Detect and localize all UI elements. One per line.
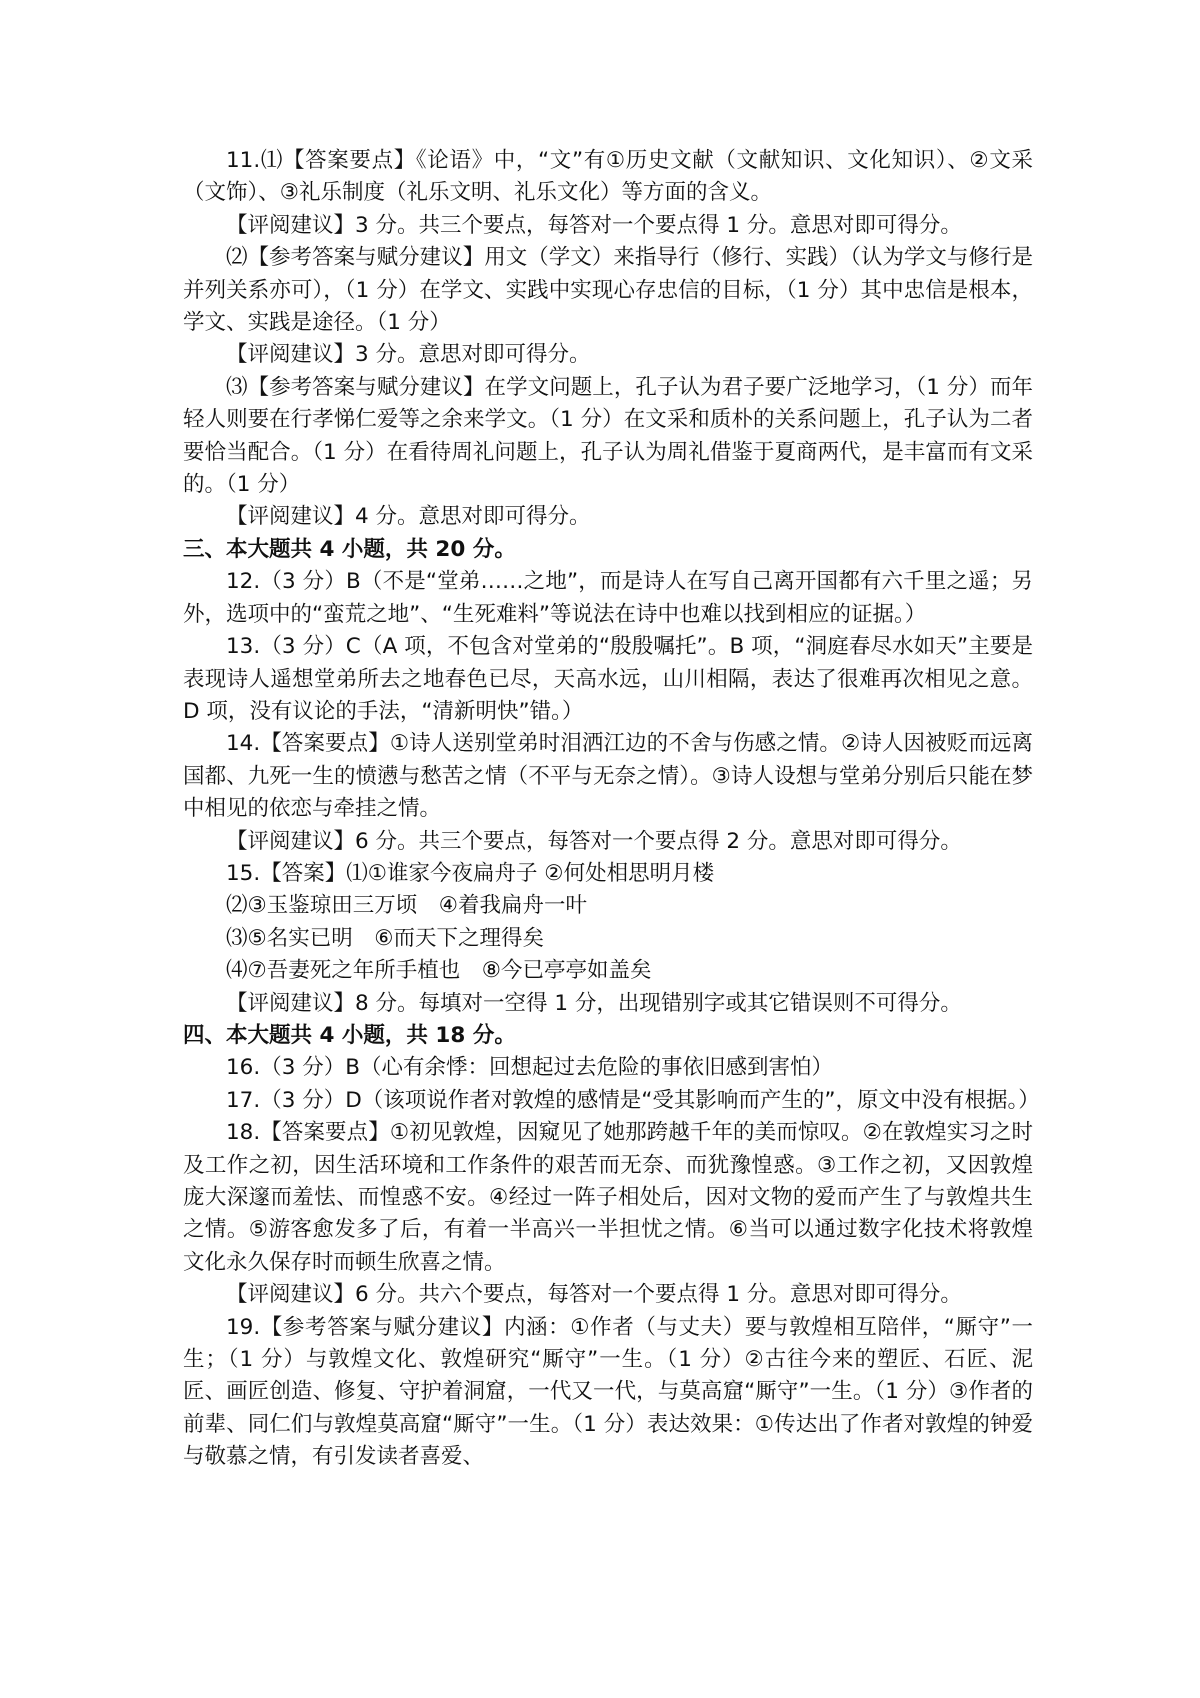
q11-part1-review: 【评阅建议】3 分。共三个要点，每答对一个要点得 1 分。意思对即可得分。: [226, 212, 962, 238]
q14-review: 【评阅建议】6 分。共三个要点，每答对一个要点得 2 分。意思对即可得分。: [226, 828, 962, 854]
q11-part3-review: 【评阅建议】4 分。意思对即可得分。: [226, 504, 591, 530]
q13-answer: 13.（3 分）C（A 项，不包含对堂弟的“殷殷嘱托”。B 项，“洞庭春尽水如天”主要是表现诗人遥想堂弟所去之地春色已尽，天高水远，山川相隔，表达了很难再次相见之意。D 项，没有议论的手法，“清新明快”错。）: [183, 634, 1033, 724]
q11-part3-answer: ⑶【参考答案与赋分建议】在学文问题上，孔子认为君子要广泛地学习，（1 分）而年轻人则要在行孝悌仁爱等之余来学文。（1 分）在文采和质朴的关系问题上，孔子认为二者要恰当配合。（1 分）在看待周礼问题上，孔子认为周礼借鉴于夏商两代，是丰富而有文采的。（1 分）: [183, 374, 1033, 498]
q11-part1-answer: 11.⑴【答案要点】《论语》中，“文”有①历史文献（文献知识、文化知识）、②文采（文饰）、③礼乐制度（礼乐文明、礼乐文化）等方面的含义。: [183, 148, 1033, 206]
q19-answer: 19.【参考答案与赋分建议】内涵：①作者（与丈夫）要与敦煌相互陪伴，“厮守”一生；（1 分）与敦煌文化、敦煌研究“厮守”一生。（1 分）②古往今来的塑匠、石匠、泥匠、画匠创造、修复、守护着洞窟，一代又一代，与莫高窟“厮守”一生。（1 分）③作者的前辈、同仁们与敦煌莫高窟“厮守”一生。（1 分）表达效果：①传达出了作者对敦煌的钟爱与敬慕之情，有引发读者喜爱、: [183, 1314, 1033, 1470]
q18-review: 【评阅建议】6 分。共六个要点，每答对一个要点得 1 分。意思对即可得分。: [226, 1282, 962, 1308]
q12-answer: 12.（3 分）B（不是“堂弟……之地”，而是诗人在写自己离开国都有六千里之遥；另外，选项中的“蛮荒之地”、“生死难料”等说法在诗中也难以找到相应的证据。）: [183, 569, 1033, 627]
q15-answer-line1: 15.【答案】⑴①谁家今夜扁舟子 ②何处相思明月楼: [226, 860, 715, 886]
section-3-heading: 三、本大题共 4 小题，共 20 分。: [183, 536, 516, 562]
answer-key-content: [183, 145, 1040, 1474]
q15-answer-line2: ⑵③玉鉴琼田三万顷 ④着我扁舟一叶: [226, 893, 588, 919]
q17-answer: 17.（3 分）D（该项说作者对敦煌的感情是“受其影响而产生的”，原文中没有根据。）: [226, 1087, 1040, 1113]
q18-answer: 18.【答案要点】①初见敦煌，因窥见了她那跨越千年的美而惊叹。②在敦煌实习之时及工作之初，因生活环境和工作条件的艰苦而无奈、而犹豫惶惑。③工作之初，又因敦煌庞大深邃而羞怯、而惶惑不安。④经过一阵子相处后，因对文物的爱而产生了与敦煌共生之情。⑤游客愈发多了后，有着一半高兴一半担忧之情。⑥当可以通过数字化技术将敦煌文化永久保存时而顿生欣喜之情。: [183, 1120, 1033, 1275]
q11-part2-answer: ⑵【参考答案与赋分建议】用文（学文）来指导行（修行、实践）（认为学文与修行是并列关系亦可），（1 分）在学文、实践中实现心存忠信的目标，（1 分）其中忠信是根本，学文、实践是途径。（1 分）: [183, 245, 1033, 336]
q15-answer-line4: ⑷⑦吾妻死之年所手植也 ⑧今已亭亭如盖矣: [226, 958, 652, 984]
q14-answer: 14.【答案要点】①诗人送别堂弟时泪洒江边的不舍与伤感之情。②诗人因被贬而远离国都、九死一生的愤懑与愁苦之情（不平与无奈之情）。③诗人设想与堂弟分别后只能在梦中相见的依恋与牵挂之情。: [183, 731, 1033, 822]
q15-review: 【评阅建议】8 分。每填对一空得 1 分，出现错别字或其它错误则不可得分。: [226, 990, 962, 1016]
q16-answer: 16.（3 分）B（心有余悸：回想起过去危险的事依旧感到害怕）: [226, 1055, 833, 1081]
section-4-heading: 四、本大题共 4 小题，共 18 分。: [183, 1022, 516, 1048]
q11-part2-review: 【评阅建议】3 分。意思对即可得分。: [226, 342, 591, 368]
q15-answer-line3: ⑶⑤名实已明 ⑥而天下之理得矣: [226, 925, 545, 951]
